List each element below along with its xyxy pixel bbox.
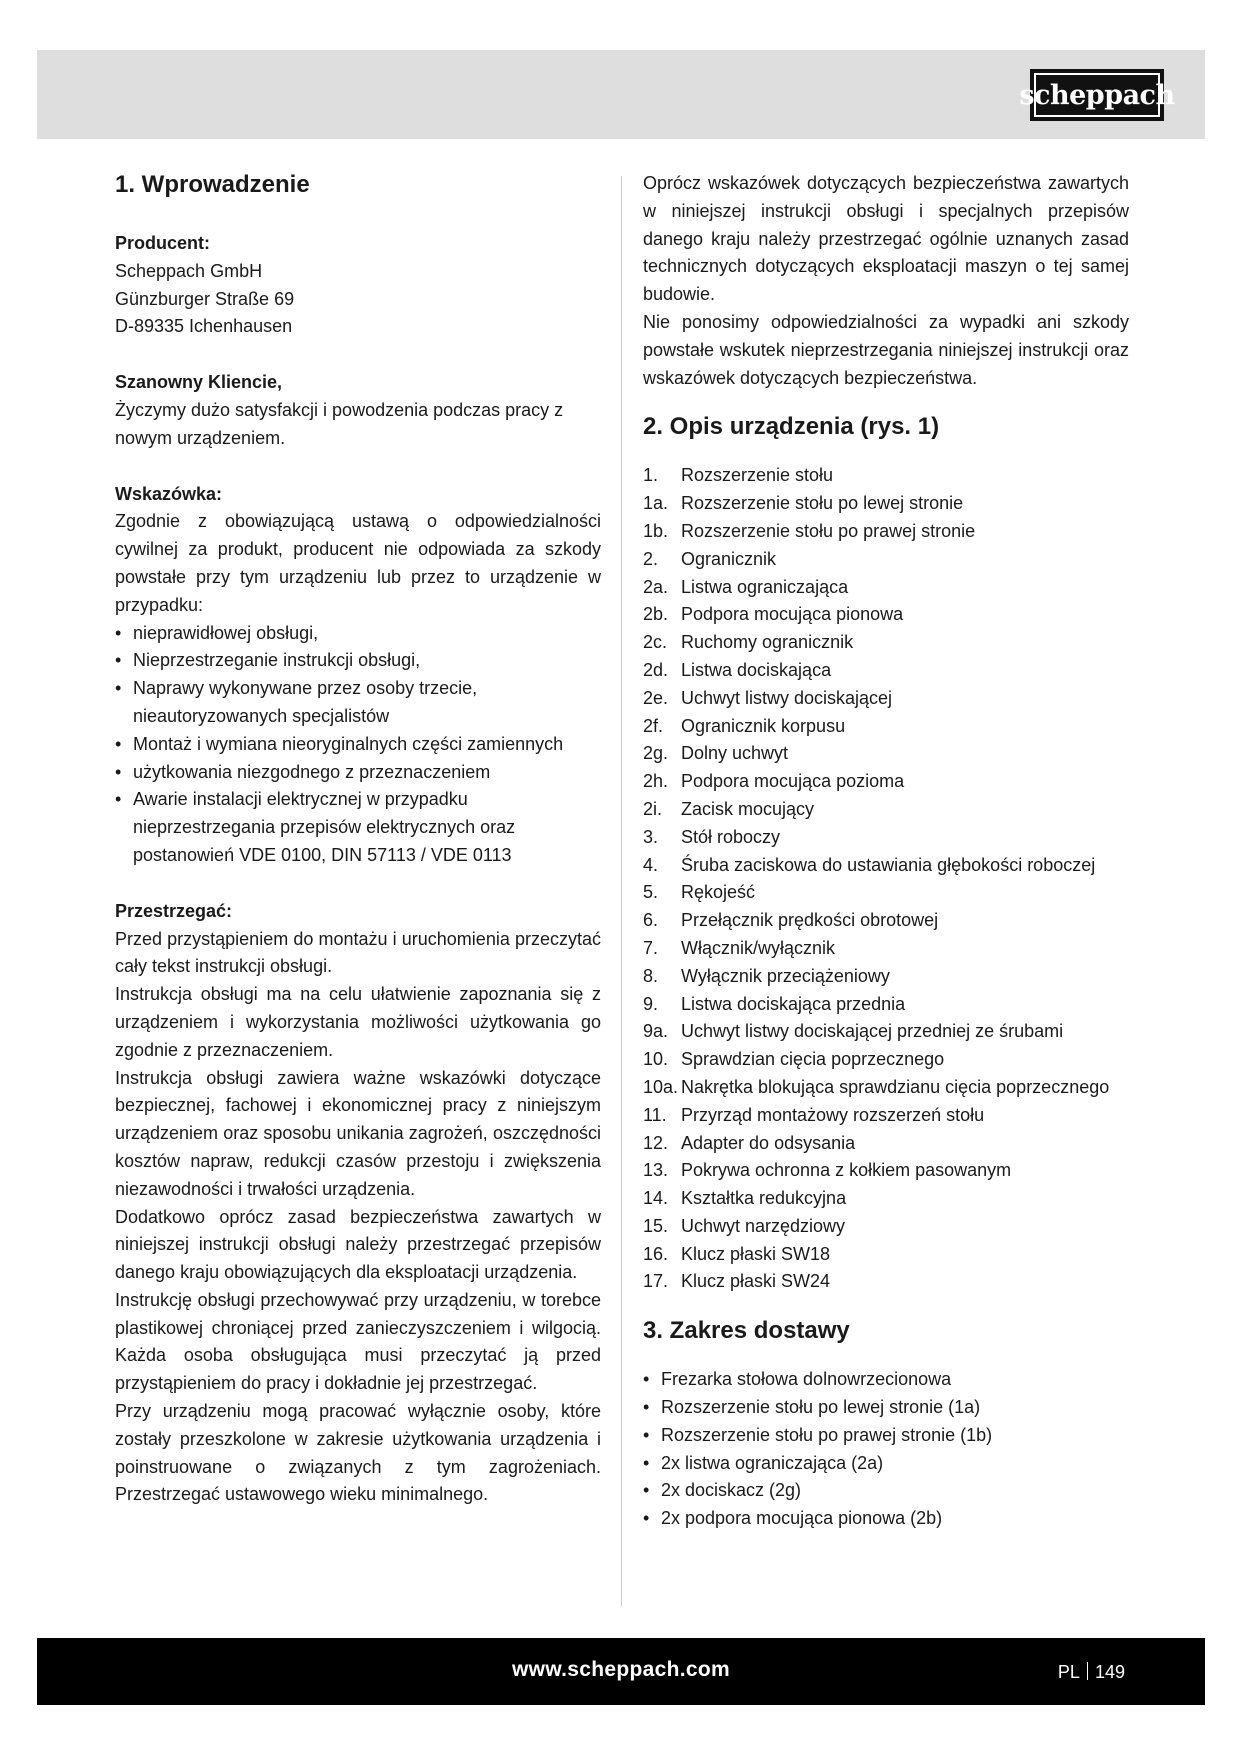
- separator: [1087, 1662, 1088, 1680]
- scheppach-logo: scheppach: [1030, 69, 1164, 121]
- page-number: 149: [1094, 1662, 1125, 1682]
- part-item: [643, 518, 1129, 546]
- part-number: 9a.: [643, 1021, 669, 1042]
- right-column: [643, 170, 1129, 1533]
- part-item: [643, 546, 1129, 574]
- part-label: Podpora mocująca pionowa: [681, 604, 904, 625]
- part-label: Dolny uchwyt: [681, 743, 789, 764]
- part-label: Klucz płaski SW18: [681, 1243, 831, 1264]
- part-label: Listwa dociskająca: [681, 659, 832, 680]
- part-item: [643, 963, 1129, 991]
- website-link[interactable]: www.scheppach.com: [512, 1658, 730, 1681]
- observe-paragraph: Przy urządzeniu mogą pracować wyłącznie osoby, które zostały przeszkolone w zakresie użytkowania urządzenia i poinstruowane o związanych z tym zagrożeniach. Przestrzegać ustawowego wieku minimalnego.: [115, 1401, 601, 1505]
- producer-line: Günzburger Straße 69: [115, 288, 295, 309]
- intro-paragraph: Oprócz wskazówek dotyczących bezpieczeństwa zawartych w niniejszej instrukcji obsługi i specjalnych przepisów danego kraju należy przestrzegać ogólnie uznanych zasad technicznych dotyczących eksploatacji maszyn o tej samej budowie.: [643, 173, 1129, 305]
- part-item: [643, 1157, 1129, 1185]
- part-label: Podpora mocująca pozioma: [681, 771, 905, 792]
- list-item: • Nieprzestrzeganie instrukcji obsługi,: [115, 647, 601, 675]
- part-label: Rozszerzenie stołu po lewej stronie: [681, 493, 964, 514]
- part-item: [643, 1074, 1129, 1102]
- part-number: 11.: [643, 1104, 667, 1125]
- language-code: PL: [1057, 1662, 1080, 1682]
- part-item: [643, 824, 1129, 852]
- delivery-list: [643, 1366, 1129, 1533]
- part-number: 2i.: [643, 798, 663, 819]
- producer-line: Scheppach GmbH: [115, 260, 263, 281]
- greeting-label: Szanowny Kliencie,: [115, 372, 283, 393]
- observe-paragraph: Instrukcja obsługi ma na celu ułatwienie zapoznania się z urządzeniem i wykorzystania możliwości użytkowania go zgodnie z przeznaczeniem.: [115, 984, 601, 1060]
- part-label: Pokrywa ochronna z kołkiem pasowanym: [681, 1160, 1012, 1181]
- part-item: [643, 1130, 1129, 1158]
- part-item: [643, 879, 1129, 907]
- part-label: Kształtka redukcyjna: [681, 1188, 847, 1209]
- part-label: Uchwyt listwy dociskającej przedniej ze śrubami: [681, 1021, 1064, 1042]
- observe-paragraph: Przed przystąpieniem do montażu i uruchomienia przeczytać cały tekst instrukcji obsługi.: [115, 928, 601, 977]
- list-item: • Rozszerzenie stołu po prawej stronie (1b): [643, 1422, 1129, 1450]
- part-number: 2a.: [643, 576, 669, 597]
- part-label: Przełącznik prędkości obrotowej: [681, 910, 939, 931]
- part-item: [643, 740, 1129, 768]
- part-number: 2g.: [643, 743, 669, 764]
- part-number: 2e.: [643, 687, 669, 708]
- section-1-title: 1. Wprowadzenie: [115, 171, 310, 198]
- part-label: Rozszerzenie stołu: [681, 465, 834, 486]
- part-label: Zacisk mocujący: [681, 798, 815, 819]
- part-label: Przyrząd montażowy rozszerzeń stołu: [681, 1104, 985, 1125]
- part-item: [643, 935, 1129, 963]
- observe-paragraph: Dodatkowo oprócz zasad bezpieczeństwa zawartych w niniejszej instrukcji obsługi należy przestrzegać przepisów danego kraju obowiązujących dla eksploatacji urządzenia.: [115, 1206, 601, 1283]
- part-number: 12.: [643, 1132, 669, 1153]
- part-item: [643, 601, 1129, 629]
- list-item: • użytkowania niezgodnego z przeznaczeniem: [115, 759, 601, 787]
- part-label: Klucz płaski SW24: [681, 1271, 831, 1292]
- section-2-title: 2. Opis urządzenia (rys. 1): [643, 413, 940, 441]
- part-item: [643, 657, 1129, 685]
- part-label: Sprawdzian cięcia poprzecznego: [681, 1049, 945, 1070]
- part-item: [643, 713, 1129, 741]
- part-item: [643, 1018, 1129, 1046]
- part-number: 7.: [643, 937, 659, 958]
- part-label: Rozszerzenie stołu po prawej stronie: [681, 520, 976, 541]
- producer-line: D-89335 Ichenhausen: [115, 316, 293, 337]
- part-label: Włącznik/wyłącznik: [681, 937, 836, 958]
- part-number: 8.: [643, 965, 659, 986]
- part-number: 1b.: [643, 520, 669, 541]
- part-label: Stół roboczy: [681, 826, 781, 847]
- part-item: [643, 490, 1129, 518]
- producer-label: Producent:: [115, 233, 211, 253]
- part-label: Wyłącznik przeciążeniowy: [681, 965, 890, 986]
- list-item: • 2x podpora mocująca pionowa (2b): [643, 1505, 1129, 1533]
- list-item: • nieprawidłowej obsługi,: [115, 620, 601, 648]
- part-number: 9.: [643, 993, 659, 1014]
- note-bullet-list: [115, 620, 601, 870]
- greeting-text: Życzymy dużo satysfakcji i powodzenia podczas pracy z nowym urządzeniem.: [115, 399, 564, 448]
- part-number: 13.: [643, 1160, 669, 1181]
- section-3-title: 3. Zakres dostawy: [643, 1317, 850, 1345]
- list-item: • Naprawy wykonywane przez osoby trzecie, nieautoryzowanych specjalistów: [115, 675, 601, 731]
- part-item: [643, 1185, 1129, 1213]
- part-item: [643, 462, 1129, 490]
- part-number: 2b.: [643, 604, 669, 625]
- list-item: • 2x listwa ograniczająca (2a): [643, 1450, 1129, 1478]
- note-text: Zgodnie z obowiązującą ustawą o odpowiedzialności cywilnej za produkt, producent nie odpowiada za szkody powstałe przy tym urządzeniu lub przez to urządzenie w przypadku:: [115, 511, 601, 615]
- part-number: 2d.: [643, 659, 669, 680]
- part-label: Listwa dociskająca przednia: [681, 993, 906, 1014]
- part-item: [643, 1268, 1129, 1296]
- part-number: 2h.: [643, 771, 669, 792]
- part-number: 10a.: [643, 1076, 679, 1097]
- part-number: 2c.: [643, 632, 668, 653]
- part-label: Śruba zaciskowa do ustawiania głębokości roboczej: [681, 854, 1096, 875]
- part-item: [643, 1213, 1129, 1241]
- part-label: Uchwyt listwy dociskającej: [681, 687, 893, 708]
- part-number: 5.: [643, 882, 659, 903]
- list-item: • Frezarka stołowa dolnowrzecionowa: [643, 1366, 1129, 1394]
- part-number: 16.: [643, 1243, 669, 1264]
- part-number: 6.: [643, 910, 659, 931]
- part-label: Ogranicznik: [681, 548, 777, 569]
- intro-paragraph: Nie ponosimy odpowiedzialności za wypadki ani szkody powstałe wskutek nieprzestrzegania niniejszej instrukcji oraz wskazówek dotyczących bezpieczeństwa.: [643, 311, 1129, 388]
- part-item: [643, 991, 1129, 1019]
- part-label: Adapter do odsysania: [681, 1132, 856, 1153]
- footer-bar: [37, 1638, 1205, 1705]
- part-number: 14.: [643, 1188, 669, 1209]
- part-number: 4.: [643, 854, 659, 875]
- part-number: 2f.: [643, 715, 664, 736]
- part-item: [643, 574, 1129, 602]
- part-number: 3.: [643, 826, 659, 847]
- note-label: Wskazówka:: [115, 483, 223, 504]
- part-item: [643, 1102, 1129, 1130]
- part-label: Rękojeść: [681, 882, 756, 903]
- part-number: 15.: [643, 1215, 669, 1236]
- page-indicator: [1058, 1662, 1125, 1683]
- list-item: • 2x dociskacz (2g): [643, 1477, 1129, 1505]
- observe-paragraph: Instrukcja obsługi zawiera ważne wskazówki dotyczące bezpiecznej, fachowej i ekonomicznej pracy z niniejszym urządzeniem oraz sposobu unikania zagrożeń, oszczędności kosztów napraw, redukcji czasów przestoju i zwiększenia niezawodności i trwałości urządzenia.: [115, 1067, 601, 1199]
- part-label: Ogranicznik korpusu: [681, 715, 846, 736]
- part-item: [643, 1046, 1129, 1074]
- part-item: [643, 1241, 1129, 1269]
- part-item: [643, 796, 1129, 824]
- part-number: 10.: [643, 1049, 669, 1070]
- part-item: [643, 768, 1129, 796]
- part-number: 2.: [643, 548, 659, 569]
- column-divider: [621, 176, 622, 1606]
- list-item: • Montaż i wymiana nieoryginalnych części zamiennych: [115, 731, 601, 759]
- observe-label: Przestrzegać:: [115, 900, 233, 921]
- part-label: Uchwyt narzędziowy: [681, 1215, 846, 1236]
- part-item: [643, 629, 1129, 657]
- parts-list: [643, 462, 1129, 1296]
- part-number: 17.: [643, 1271, 669, 1292]
- left-column: [115, 170, 601, 1509]
- part-item: [643, 685, 1129, 713]
- list-item: • Awarie instalacji elektrycznej w przypadku nieprzestrzegania przepisów elektrycznych oraz postanowień VDE 0100, DIN 57113 / VDE 0113: [115, 786, 601, 869]
- list-item: • Rozszerzenie stołu po lewej stronie (1a): [643, 1394, 1129, 1422]
- part-label: Listwa ograniczająca: [681, 576, 849, 597]
- part-number: 1a.: [643, 493, 669, 514]
- part-item: [643, 852, 1129, 880]
- part-label: Ruchomy ogranicznik: [681, 632, 854, 653]
- part-item: [643, 907, 1129, 935]
- part-label: Nakrętka blokująca sprawdzianu cięcia poprzecznego: [681, 1076, 1110, 1097]
- observe-paragraph: Instrukcję obsługi przechowywać przy urządzeniu, w torebce plastikowej chroniącej przed zanieczyszczeniem i wilgocią. Każda osoba obsługująca musi przeczytać ją przed przystąpieniem do pracy i dokładnie jej przestrzegać.: [115, 1289, 601, 1394]
- part-number: 1.: [643, 465, 659, 486]
